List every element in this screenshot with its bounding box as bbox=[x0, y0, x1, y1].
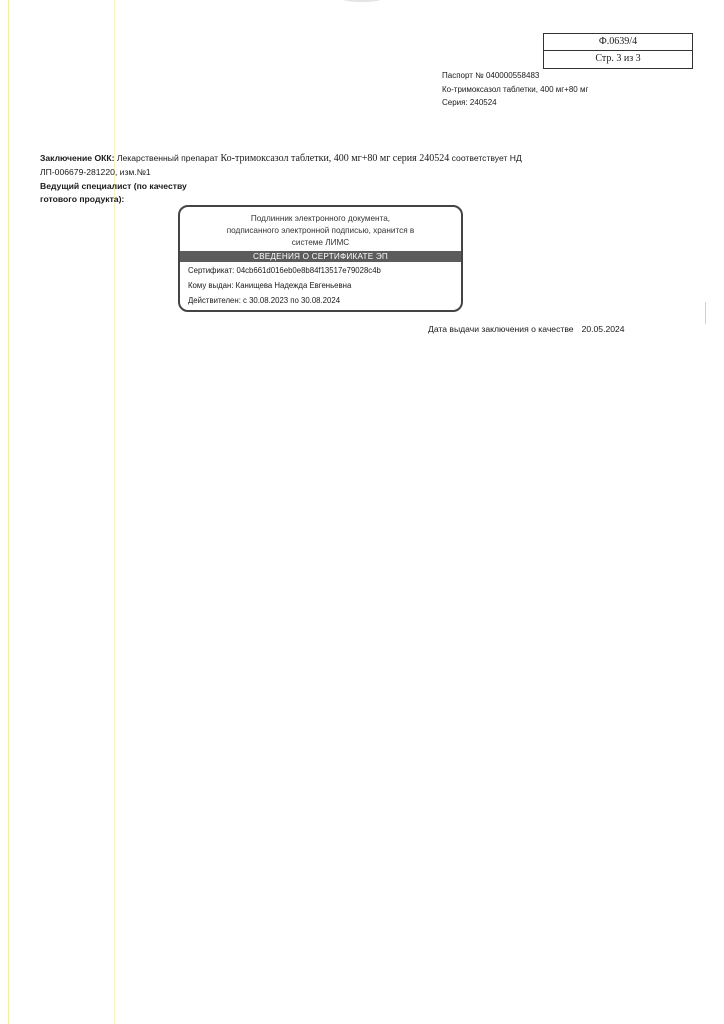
form-number-box bbox=[543, 33, 693, 69]
page-number: Стр. 3 из 3 bbox=[544, 50, 692, 67]
stamp-issued-to: Кому выдан: Канищева Надежда Евгеньевна bbox=[188, 281, 352, 290]
form-code: Ф.0639/4 bbox=[598, 36, 638, 47]
electronic-signature-stamp bbox=[178, 205, 463, 312]
issue-date-line bbox=[428, 324, 625, 334]
issue-date-value: 20.05.2024 bbox=[581, 324, 625, 334]
scan-artifact bbox=[340, 0, 384, 2]
conclusion-label: Заключение ОКК: bbox=[40, 153, 115, 163]
conclusion-product: Ко-тримоксазол таблетки, 400 мг+80 мг серия 240524 bbox=[220, 153, 450, 164]
passport-number: Паспорт № 040000558483 bbox=[442, 71, 540, 80]
passport-info bbox=[442, 69, 588, 110]
conclusion-text-1: Лекарственный препарат bbox=[116, 153, 219, 163]
passport-series: Серия: 240524 bbox=[442, 98, 497, 107]
stamp-line-3: системе ЛИМС bbox=[291, 238, 350, 247]
stamp-line-1: Подлинник электронного документа, bbox=[250, 214, 391, 223]
specialist-line-2: готового продукта): bbox=[40, 194, 125, 204]
stamp-details bbox=[180, 262, 461, 308]
conclusion-line-2: ЛП-006679-281220, изм.№1 bbox=[40, 166, 151, 177]
specialist-line-1: Ведущий специалист (по качеству bbox=[40, 181, 187, 191]
stamp-validity: Действителен: с 30.08.2023 по 30.08.2024 bbox=[188, 296, 341, 305]
scan-yellow-line bbox=[8, 0, 9, 1024]
stamp-line-2: подписанного электронной подписью, хранится в bbox=[226, 226, 415, 235]
issue-date-label: Дата выдачи заключения о качестве bbox=[428, 324, 574, 334]
stamp-certificate-bar: СВЕДЕНИЯ О СЕРТИФИКАТЕ ЭП bbox=[180, 251, 461, 262]
passport-product: Ко-тримоксазол таблетки, 400 мг+80 мг bbox=[442, 84, 589, 94]
stamp-certificate: Сертификат: 04cb661d016eb0e8b84f13517e79028c4b bbox=[188, 266, 381, 275]
scan-edge-mark bbox=[705, 302, 706, 324]
conclusion-text-3: соответствует НД bbox=[451, 153, 522, 163]
stamp-header bbox=[180, 207, 461, 251]
qc-conclusion bbox=[40, 152, 560, 179]
lead-specialist bbox=[40, 180, 187, 206]
